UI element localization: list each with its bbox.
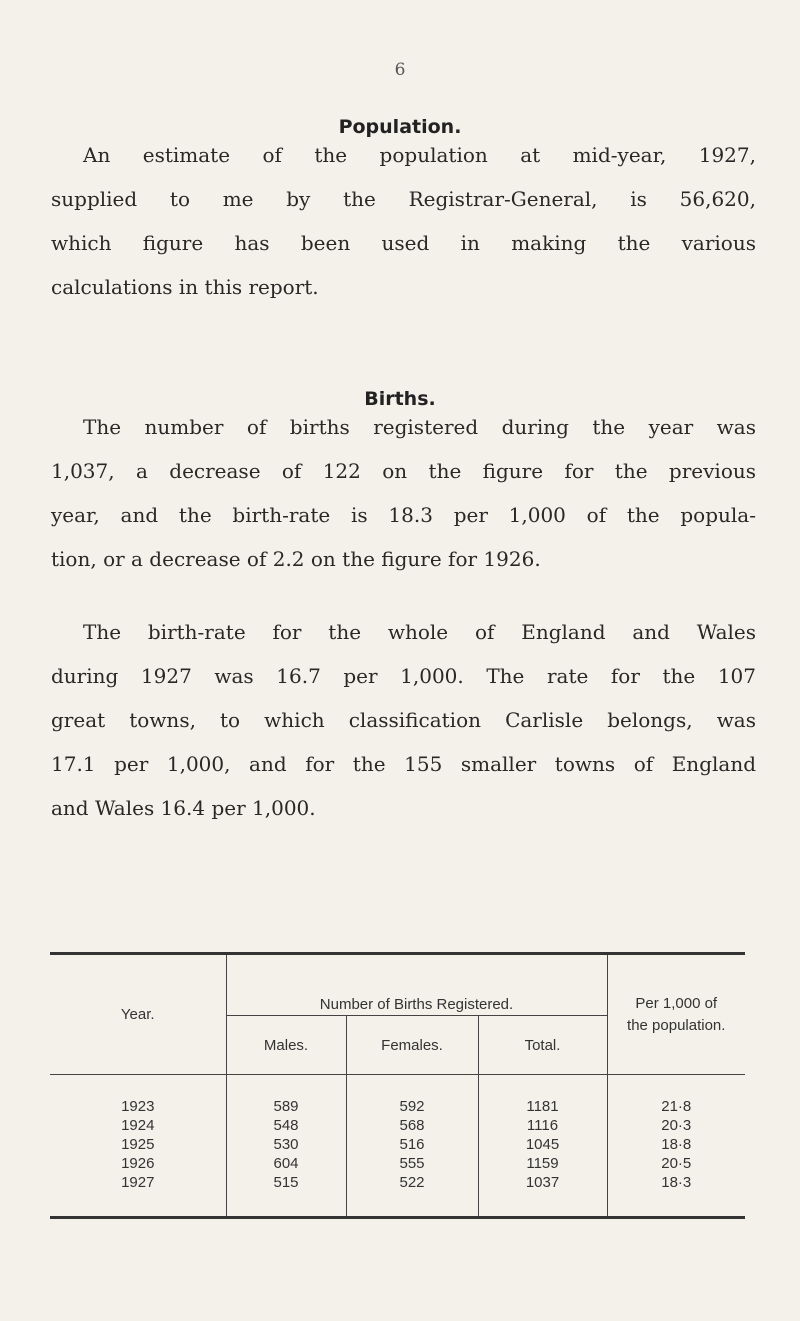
births-paragraph-1 [51,405,756,581]
females-cell: 555 [346,1154,478,1173]
table-row [50,1116,745,1135]
rate-header [607,955,745,1075]
text-line: and Wales 16.4 per 1,000. [51,796,316,820]
rate-cell: 20·3 [661,1117,692,1134]
text-line: supplied to me by the Registrar-General, is 56,620, [51,187,756,211]
total-cell: 1181 [478,1075,607,1117]
year-header: Year. [50,955,226,1075]
females-header: Females. [346,1016,478,1075]
males-cell: 530 [226,1135,346,1154]
rate-header-line2: the population. [627,1016,726,1034]
rate-cell: 18·8 [661,1136,692,1153]
rate-cell: 18·3 [661,1174,692,1191]
males-header: Males. [226,1016,346,1075]
males-cell: 604 [226,1154,346,1173]
text-line: which figure has been used in making the various [51,231,756,255]
text-line: great towns, to which classification Carlisle belongs, was [51,708,756,732]
rate-header-line1: Per 1,000 of [635,994,718,1012]
text-line: The birth-rate for the whole of England and Wales [83,620,756,644]
males-cell: 548 [226,1116,346,1135]
text-line: 17.1 per 1,000, and for the 155 smaller towns of England [51,752,756,776]
year-cell: 1926 [50,1154,226,1173]
text-line: 1,037, a decrease of 122 on the figure for the previous [51,459,756,483]
population-paragraph [51,133,756,309]
females-cell: 522 [346,1173,478,1216]
year-cell: 1925 [50,1135,226,1154]
total-cell: 1159 [478,1154,607,1173]
year-cell: 1923 [50,1075,226,1117]
births-heading: Births. [364,388,436,410]
page-number: 6 [394,60,406,80]
females-cell: 568 [346,1116,478,1135]
text-line: calculations in this report. [51,275,319,299]
births-group-header: Number of Births Registered. [226,955,607,1016]
year-cell: 1927 [50,1173,226,1216]
table-row [50,1135,745,1154]
text-line: An estimate of the population at mid-year, 1927, [83,143,756,167]
rate-cell: 20·5 [661,1155,692,1172]
text-line: year, and the birth-rate is 18.3 per 1,000 of the popula- [51,503,756,527]
table-row [50,1173,745,1216]
total-cell: 1045 [478,1135,607,1154]
males-cell: 589 [226,1075,346,1117]
total-header: Total. [478,1016,607,1075]
population-heading: Population. [338,116,462,138]
total-cell: 1116 [478,1116,607,1135]
year-cell: 1924 [50,1116,226,1135]
males-cell: 515 [226,1173,346,1216]
text-line: The number of births registered during the year was [83,415,756,439]
table-row [50,1154,745,1173]
text-line: tion, or a decrease of 2.2 on the figure for 1926. [51,547,541,571]
births-table [50,952,745,1219]
table-row [50,1075,745,1117]
females-cell: 592 [346,1075,478,1117]
females-cell: 516 [346,1135,478,1154]
total-cell: 1037 [478,1173,607,1216]
births-paragraph-2 [51,610,756,830]
text-line: during 1927 was 16.7 per 1,000. The rate for the 107 [51,664,756,688]
rate-cell: 21·8 [661,1098,692,1115]
